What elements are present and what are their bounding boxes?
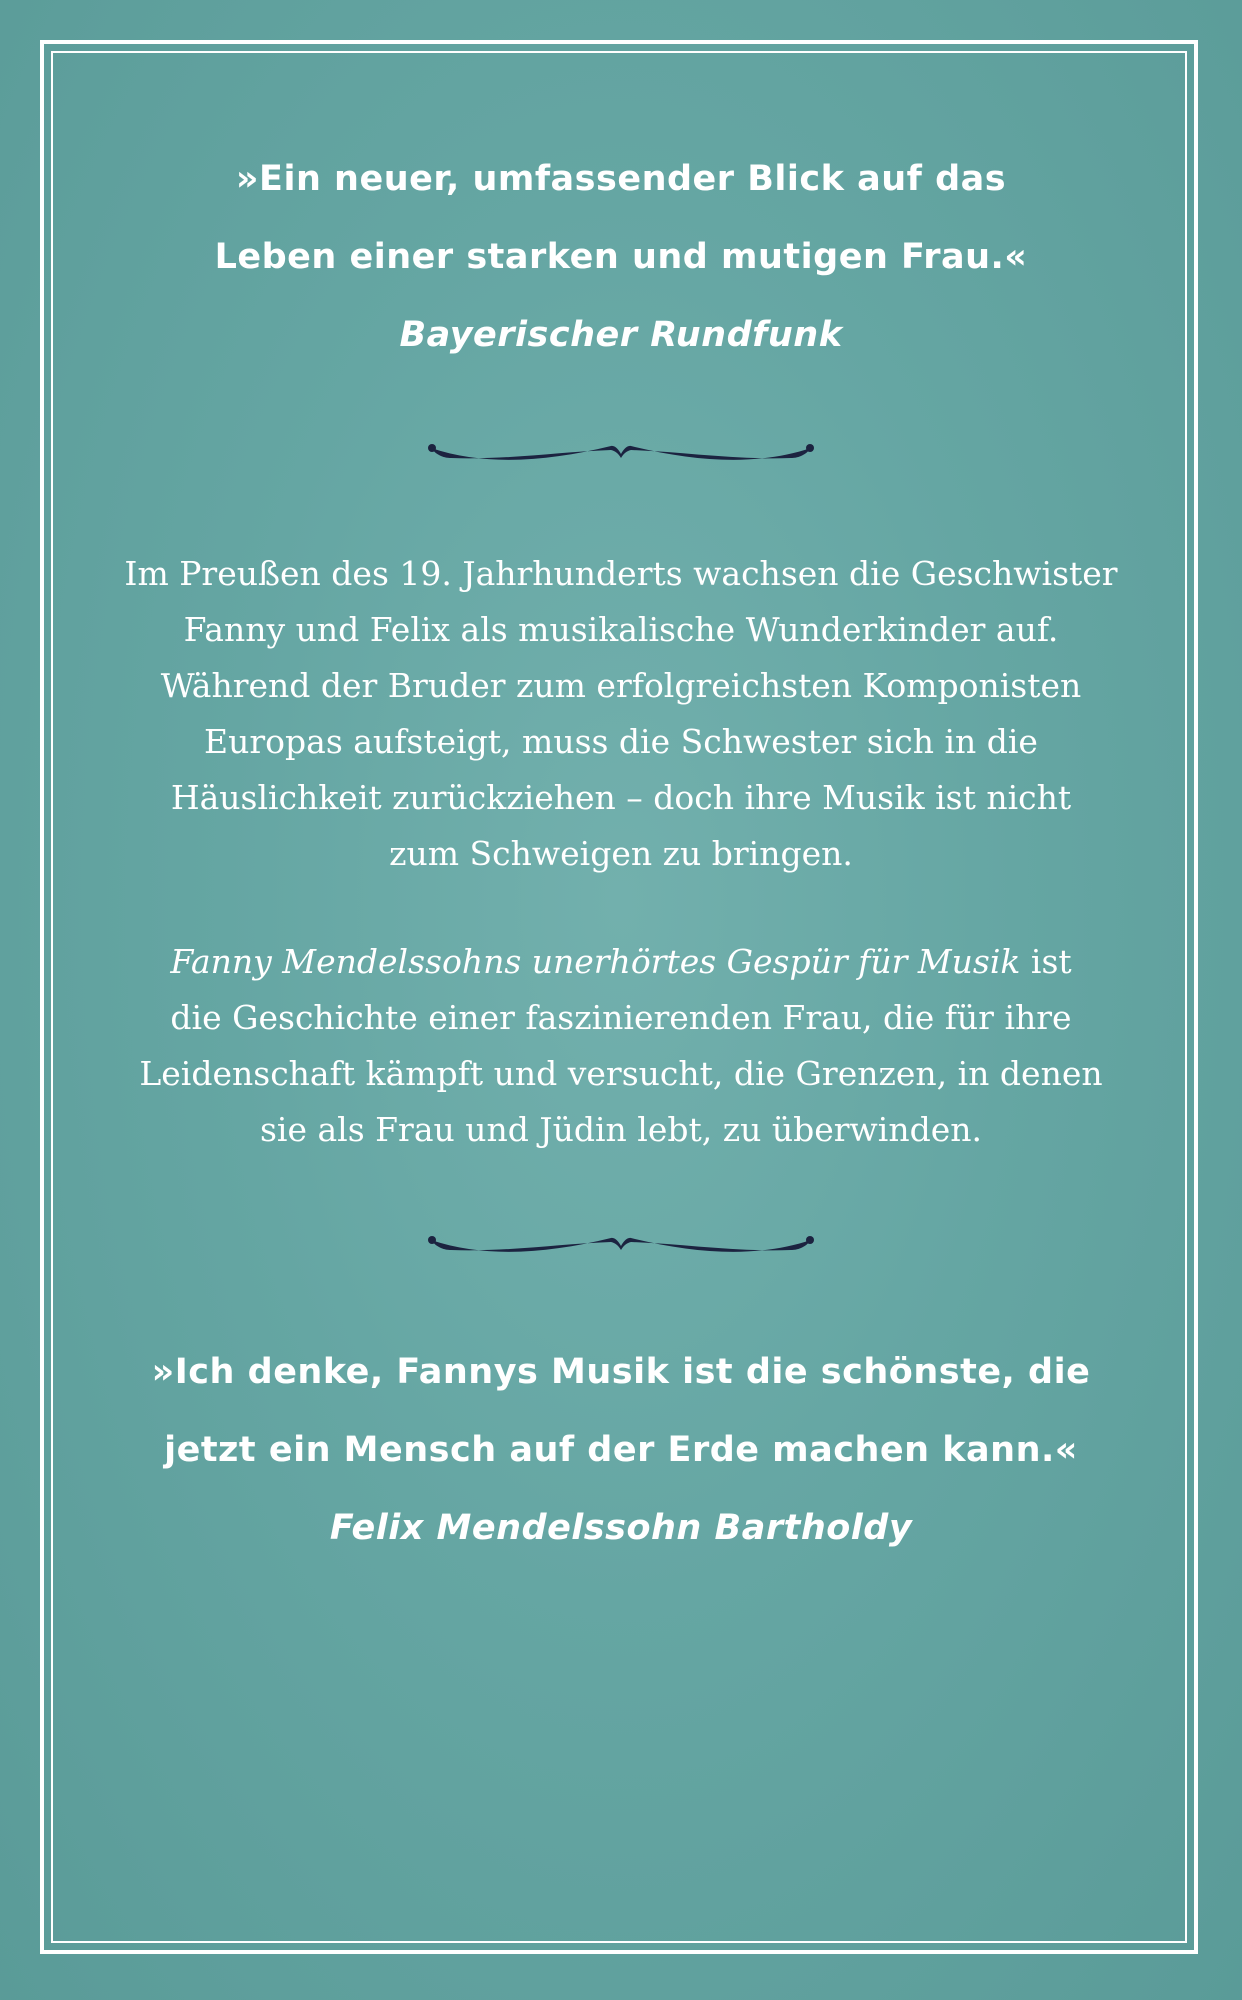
quote-top-line-1: »Ein neuer, umfassender Blick auf das bbox=[235, 159, 1007, 199]
description-p1-line-6: zum Schweigen zu bringen. bbox=[389, 834, 853, 873]
book-title-suffix: ist bbox=[1020, 942, 1072, 981]
description-p1-line-3: Während der Bruder zum erfolgreichsten Komponisten bbox=[160, 666, 1082, 705]
description-p2-line-1 bbox=[0, 934, 1242, 990]
description-p2-line-4: sie als Frau und Jüdin lebt, zu überwinden. bbox=[260, 1110, 982, 1149]
description-p2-line-2: die Geschichte einer faszinierenden Frau, die für ihre bbox=[170, 998, 1072, 1037]
quote-top-line-2: Leben einer starken und mutigen Frau.« bbox=[214, 237, 1028, 277]
description-p1-line-1: Im Preußen des 19. Jahrhunderts wachsen die Geschwister bbox=[124, 554, 1118, 593]
description-p1-line-5: Häuslichkeit zurückziehen – doch ihre Musik ist nicht bbox=[170, 778, 1072, 817]
description-p2-line-3: Leidenschaft kämpft und versucht, die Grenzen, in denen bbox=[139, 1054, 1103, 1093]
flourish-divider-top bbox=[425, 436, 817, 466]
quote-top-source: Bayerischer Rundfunk bbox=[399, 315, 843, 355]
quote-bottom-source: Felix Mendelssohn Bartholdy bbox=[329, 1508, 913, 1548]
description-p1-line-2: Fanny und Felix als musikalische Wunderkinder auf. bbox=[183, 610, 1059, 649]
description-p1-line-4: Europas aufsteigt, muss die Schwester sich in die bbox=[204, 722, 1038, 761]
quote-bottom-line-1: »Ich denke, Fannys Musik ist die schönste, die bbox=[151, 1352, 1091, 1392]
quote-bottom-line-2: jetzt ein Mensch auf der Erde machen kann.« bbox=[164, 1430, 1078, 1470]
book-description-second bbox=[0, 934, 1242, 1158]
book-title-italic: Fanny Mendelssohns unerhörtes Gespür für Musik bbox=[170, 942, 1021, 981]
flourish-divider-bottom bbox=[425, 1228, 817, 1258]
author-quote-bottom bbox=[0, 1333, 1242, 1567]
book-description bbox=[0, 546, 1242, 882]
review-quote-top bbox=[0, 140, 1242, 374]
